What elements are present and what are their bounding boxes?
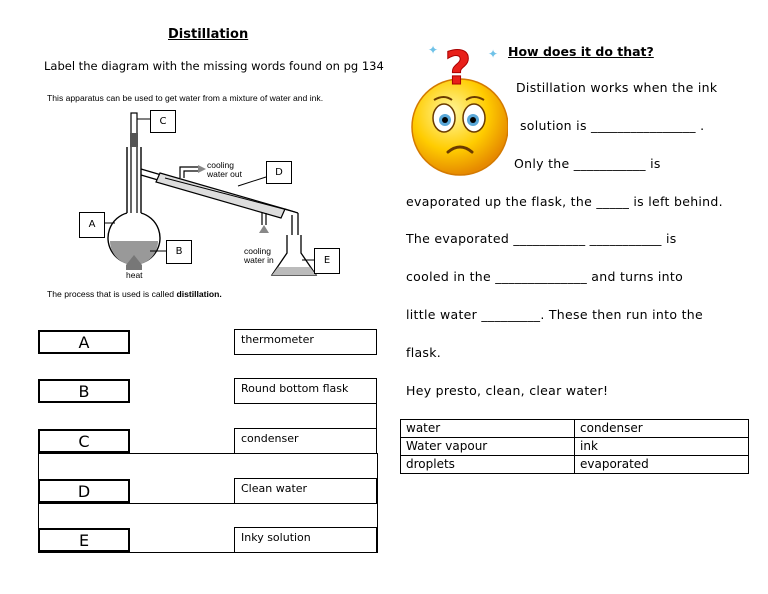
table-row bbox=[401, 420, 749, 438]
text-line: Distillation works when the ink bbox=[516, 80, 718, 95]
svg-text:?: ? bbox=[444, 41, 472, 95]
text-line: little water _________. These then run into the bbox=[406, 307, 703, 322]
distillation-diagram bbox=[40, 105, 360, 287]
apparatus-text: This apparatus can be used to get water from a mixture of water and ink. bbox=[47, 93, 324, 103]
svg-text:✦: ✦ bbox=[488, 47, 499, 61]
word-box-clean-water: Clean water bbox=[234, 478, 377, 504]
thermometer bbox=[131, 113, 137, 225]
table-cell: evaporated bbox=[575, 456, 749, 474]
table-cell: ink bbox=[575, 438, 749, 456]
water-out-arrow bbox=[198, 165, 206, 173]
word-box-condenser: condenser bbox=[234, 428, 377, 454]
cooling-water-in-label: cooling water in bbox=[244, 246, 274, 265]
word-box-thermometer: thermometer bbox=[234, 329, 377, 355]
word-bank-table bbox=[400, 419, 749, 474]
section-heading: How does it do that? bbox=[508, 44, 654, 59]
table-cell: condenser bbox=[575, 420, 749, 438]
table-cell: Water vapour bbox=[401, 438, 575, 456]
cooling-water-out-label: cooling water out bbox=[207, 160, 242, 179]
diagram-label-c: C bbox=[150, 110, 176, 133]
letter-box-e: E bbox=[38, 528, 130, 552]
diagram-label-a: A bbox=[79, 212, 105, 238]
page-title: Distillation bbox=[168, 27, 249, 42]
word-box-inky-solution: Inky solution bbox=[234, 527, 377, 553]
text-line: The evaporated ___________ ___________ is bbox=[406, 231, 677, 246]
text-line: Hey presto, clean, clear water! bbox=[406, 383, 609, 398]
text-line: cooled in the ______________ and turns into bbox=[406, 269, 684, 284]
text-line: Only the ___________ is bbox=[514, 156, 661, 171]
letter-box-c: C bbox=[38, 429, 130, 453]
table-row bbox=[401, 438, 749, 456]
process-text: The process that is used is called distillation. bbox=[47, 289, 222, 299]
text-line: flask. bbox=[406, 345, 442, 360]
word-box-round-bottom-flask: Round bottom flask bbox=[234, 378, 377, 404]
text-line: solution is ________________ . bbox=[520, 118, 705, 133]
svg-text:✦: ✦ bbox=[428, 43, 439, 57]
letter-box-b: B bbox=[38, 379, 130, 403]
water-in-arrow bbox=[259, 225, 269, 233]
table-cell: water bbox=[401, 420, 575, 438]
letter-box-a: A bbox=[38, 330, 130, 354]
stopper bbox=[130, 133, 138, 147]
table-cell: droplets bbox=[401, 456, 575, 474]
letter-box-d: D bbox=[38, 479, 130, 503]
heat-label: heat bbox=[126, 270, 143, 280]
instruction-text: Label the diagram with the missing words found on pg 134 bbox=[44, 59, 384, 73]
confused-face-icon bbox=[408, 32, 508, 177]
diagram-label-d: D bbox=[266, 161, 292, 184]
diagram-label-b: B bbox=[166, 240, 192, 264]
text-line: evaporated up the flask, the _____ is left behind. bbox=[406, 194, 723, 209]
table-row bbox=[401, 456, 749, 474]
diagram-label-e: E bbox=[314, 248, 340, 274]
